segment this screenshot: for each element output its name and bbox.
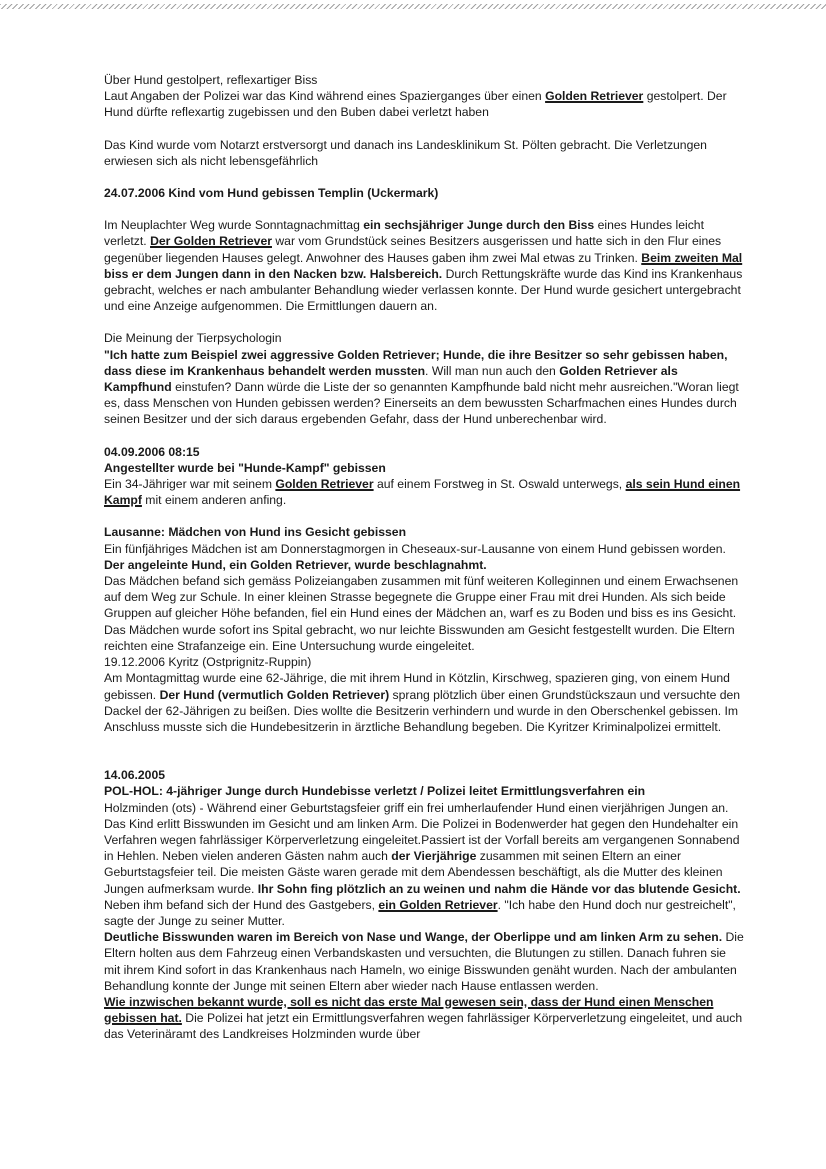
paragraph: Das Kind wurde vom Notarzt erstversorgt und danach ins Landesklinikum St. Pölten gebracht. Die Verletzungen erwiesen sich als nicht lebensgefährlich bbox=[104, 137, 707, 168]
paragraph: Wie inzwischen bekannt wurde, soll es nicht das erste Mal gewesen sein, dass der Hund einen Menschen gebissen hat. Die Polizei hat jetzt ein Ermittlungsverfahren wegen fahrlässiger Körperverletzung eingeleitet, und auch das Veterinäramt des Landkreises Holzminden wurde über bbox=[104, 994, 743, 1042]
paragraph: Das Mädchen befand sich gemäss Polizeiangaben zusammen mit fünf weiteren Kolleginnen und einem Erwachsenen auf dem Weg zur Schule. In einer kleinen Strasse begegnete die Gruppe einer Frau mit drei Hunden. Als sich beide Gruppen auf gleicher Höhe befanden, fiel ein Hund eines der Mädchen an, warf es zu Boden und biss es ins Gesicht. Das Mädchen wurde sofort ins Spital gebracht, wo nur leichte Bisswunden am Gesicht festgestellt wurden. Die Eltern reichten eine Strafanzeige ein. Eine Untersuchung wurde eingeleitet. bbox=[104, 574, 739, 653]
paragraph: Am Montagmittag wurde eine 62-Jährige, die mit ihrem Hund in Kötzlin, Kirschweg, spazieren ging, von einem Hund gebissen. Der Hund (vermutlich Golden Retriever) sprang plötzlich über einen Grundstückszaun und versuchte den Dackel der 62-Jährigen zu beißen. Dies wollte die Besitzerin verhindern und wurde in den Oberschenkel gebissen. Im Anschluss musste sich die Hundebesitzerin in ärztliche Behandlung begeben. Die Kyritzer Kriminalpolizei ermittelt. bbox=[104, 671, 741, 734]
paragraph: Ein fünfjähriges Mädchen ist am Donnerstagmorgen in Cheseaux-sur-Lausanne von einem Hund gebissen worden. Der angeleinte Hund, ein Golden Retriever, wurde beschlagnahmt. bbox=[104, 541, 726, 572]
paragraph: "Ich hatte zum Beispiel zwei aggressive Golden Retriever; Hunde, die ihre Besitzer so sehr gebissen haben, dass diese im Krankenhaus behandelt werden mussten. Will man nun auch den Golden Retriever als Kampfhund einstufen? Dann würde die Liste der so genannten Kampfhunde bald nicht mehr ausreichen."Woran liegt es, dass Menschen von Hunden gebissen werden? Einerseits an dem bewussten Scharfmachen eines Hundes durch seinen Besitzer und der sich daraus ergebenden Gefahr, dass der Hund unberechenbar wird. bbox=[104, 347, 739, 427]
paragraph: Holzminden (ots) - Während einer Geburtstagsfeier griff ein frei umherlaufender Hund einen vierjährigen Jungen an. Das Kind erlitt Bisswunden im Gesicht und am linken Arm. Die Polizei in Bodenwerder hat gegen den Hundehalter ein Verfahren wegen fahrlässiger Körperverletzung eingeleitet.Passiert ist der Vorfall bereits am vergangenen Sonnabend in Hehlen. Neben vielen anderen Gästen nahm auch der Vierjährige zusammen mit seinen Eltern an einer Geburtstagsfeier teil. Die meisten Gäste waren gerade mit dem Abendessen beschäftigt, als die Mutter des kleinen Jungen aufmerksam wurde. Ihr Sohn fing plötzlich an zu weinen und nahm die Hände vor das blutende Gesicht. Neben ihm befand sich der Hund des Gastgebers, ein Golden Retriever. "Ich habe den Hund doch nur gestreichelt", sagte der Junge zu seiner Mutter. bbox=[104, 800, 741, 928]
paragraph: Ein 34-Jähriger war mit seinem Golden Retriever auf einem Forstweg in St. Oswald unterwegs, als sein Hund einen Kampf mit einem anderen anfing. bbox=[104, 477, 741, 508]
article-date: 04.09.2006 08:15 bbox=[104, 444, 200, 459]
paragraph: Im Neuplachter Weg wurde Sonntagnachmittag ein sechsjähriger Junge durch den Biss eines Hundes leicht verletzt. Der Golden Retriever war vom Grundstück seines Besitzers ausgerissen und hatte sich in den Flur eines gegenüber liegenden Hauses gelegt. Anwohner des Hauses gaben ihm zwei Mal etwas zu Trinken. Beim zweiten Mal biss er dem Jungen dann in den Nacken bzw. Halsbereich. Durch Rettungskräfte wurde das Kind ins Krankenhaus gebracht, welches er nach ambulanter Behandlung wieder verlassen konnte. Der Hund wurde gesichert untergebracht und eine Anzeige aufgenommen. Die Ermittlungen dauern an. bbox=[104, 218, 743, 314]
paragraph: Laut Angaben der Polizei war das Kind während eines Spazierganges über einen Golden Retriever gestolpert. Der Hund dürfte reflexartig zugebissen und den Buben dabei verletzt haben bbox=[104, 89, 727, 120]
article-date: 14.06.2005 bbox=[104, 768, 165, 783]
section-title: Über Hund gestolpert, reflexartiger Biss bbox=[104, 73, 318, 87]
paragraph: Die Meinung der Tierpsychologin bbox=[104, 331, 282, 346]
paragraph: Deutliche Bisswunden waren im Bereich von Nase und Wange, der Oberlippe und am linken Arm zu sehen. Die Eltern holten aus dem Fahrzeug einen Verbandskasten und versuchten, die Blutungen zu stillen. Danach fuhren sie mit ihrem Kind sofort in das Krankenhaus nach Hameln, wo einige Bisswunden genäht wurden. Nach der ambulanten Behandlung konnte der Junge mit seinen Eltern aber wieder nach Hause entlassen werden. bbox=[104, 930, 744, 993]
article-heading: Lausanne: Mädchen von Hund ins Gesicht gebissen bbox=[104, 525, 407, 540]
article-heading: Angestellter wurde bei "Hunde-Kampf" gebissen bbox=[104, 460, 386, 475]
article-date: 19.12.2006 Kyritz (Ostprignitz-Ruppin) bbox=[104, 655, 312, 670]
article-heading: 24.07.2006 Kind vom Hund gebissen Templin (Uckermark) bbox=[104, 186, 439, 201]
scan-edge-artifact bbox=[0, 4, 826, 9]
document-page bbox=[104, 72, 744, 1043]
article-heading: POL-HOL: 4-jähriger Junge durch Hundebisse verletzt / Polizei leitet Ermittlungsverfahren ein bbox=[104, 784, 646, 799]
